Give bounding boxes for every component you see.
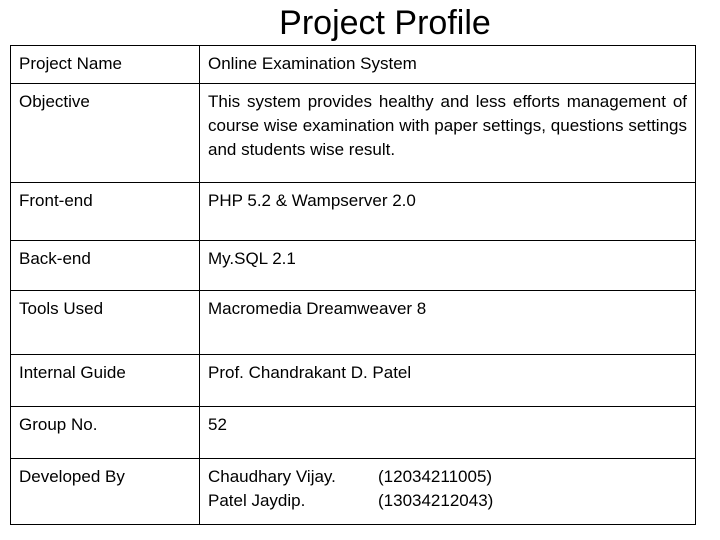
project-name-value: Online Examination System	[200, 46, 696, 84]
project-name-label: Project Name	[11, 46, 200, 84]
page-title: Project Profile	[279, 4, 491, 42]
table-row	[11, 355, 696, 407]
developer-line	[208, 489, 687, 513]
objective-value: This system provides healthy and less efforts management of course wise examination with paper settings, questions settings and students wise result.	[200, 84, 696, 183]
internal-guide-value: Prof. Chandrakant D. Patel	[200, 355, 696, 407]
developer-name: Chaudhary Vijay.	[208, 467, 336, 486]
project-profile-table	[10, 45, 696, 525]
front-end-value: PHP 5.2 & Wampserver 2.0	[200, 183, 696, 241]
table-row	[11, 241, 696, 291]
front-end-label: Front-end	[11, 183, 200, 241]
developer-name: Patel Jaydip.	[208, 491, 306, 510]
developed-by-value	[200, 459, 696, 525]
objective-label: Objective	[11, 84, 200, 183]
table-row	[11, 84, 696, 183]
tools-used-value: Macromedia Dreamweaver 8	[200, 291, 696, 355]
developer-id: (12034211005)	[378, 467, 493, 486]
group-no-value: 52	[200, 407, 696, 459]
developer-line	[208, 465, 687, 489]
group-no-label: Group No.	[11, 407, 200, 459]
table-row	[11, 407, 696, 459]
table-row	[11, 459, 696, 525]
back-end-label: Back-end	[11, 241, 200, 291]
internal-guide-label: Internal Guide	[11, 355, 200, 407]
table-row	[11, 46, 696, 84]
table-row	[11, 291, 696, 355]
back-end-value: My.SQL 2.1	[200, 241, 696, 291]
table-row	[11, 183, 696, 241]
tools-used-label: Tools Used	[11, 291, 200, 355]
developer-id: (13034212043)	[378, 491, 494, 510]
developed-by-label: Developed By	[11, 459, 200, 525]
